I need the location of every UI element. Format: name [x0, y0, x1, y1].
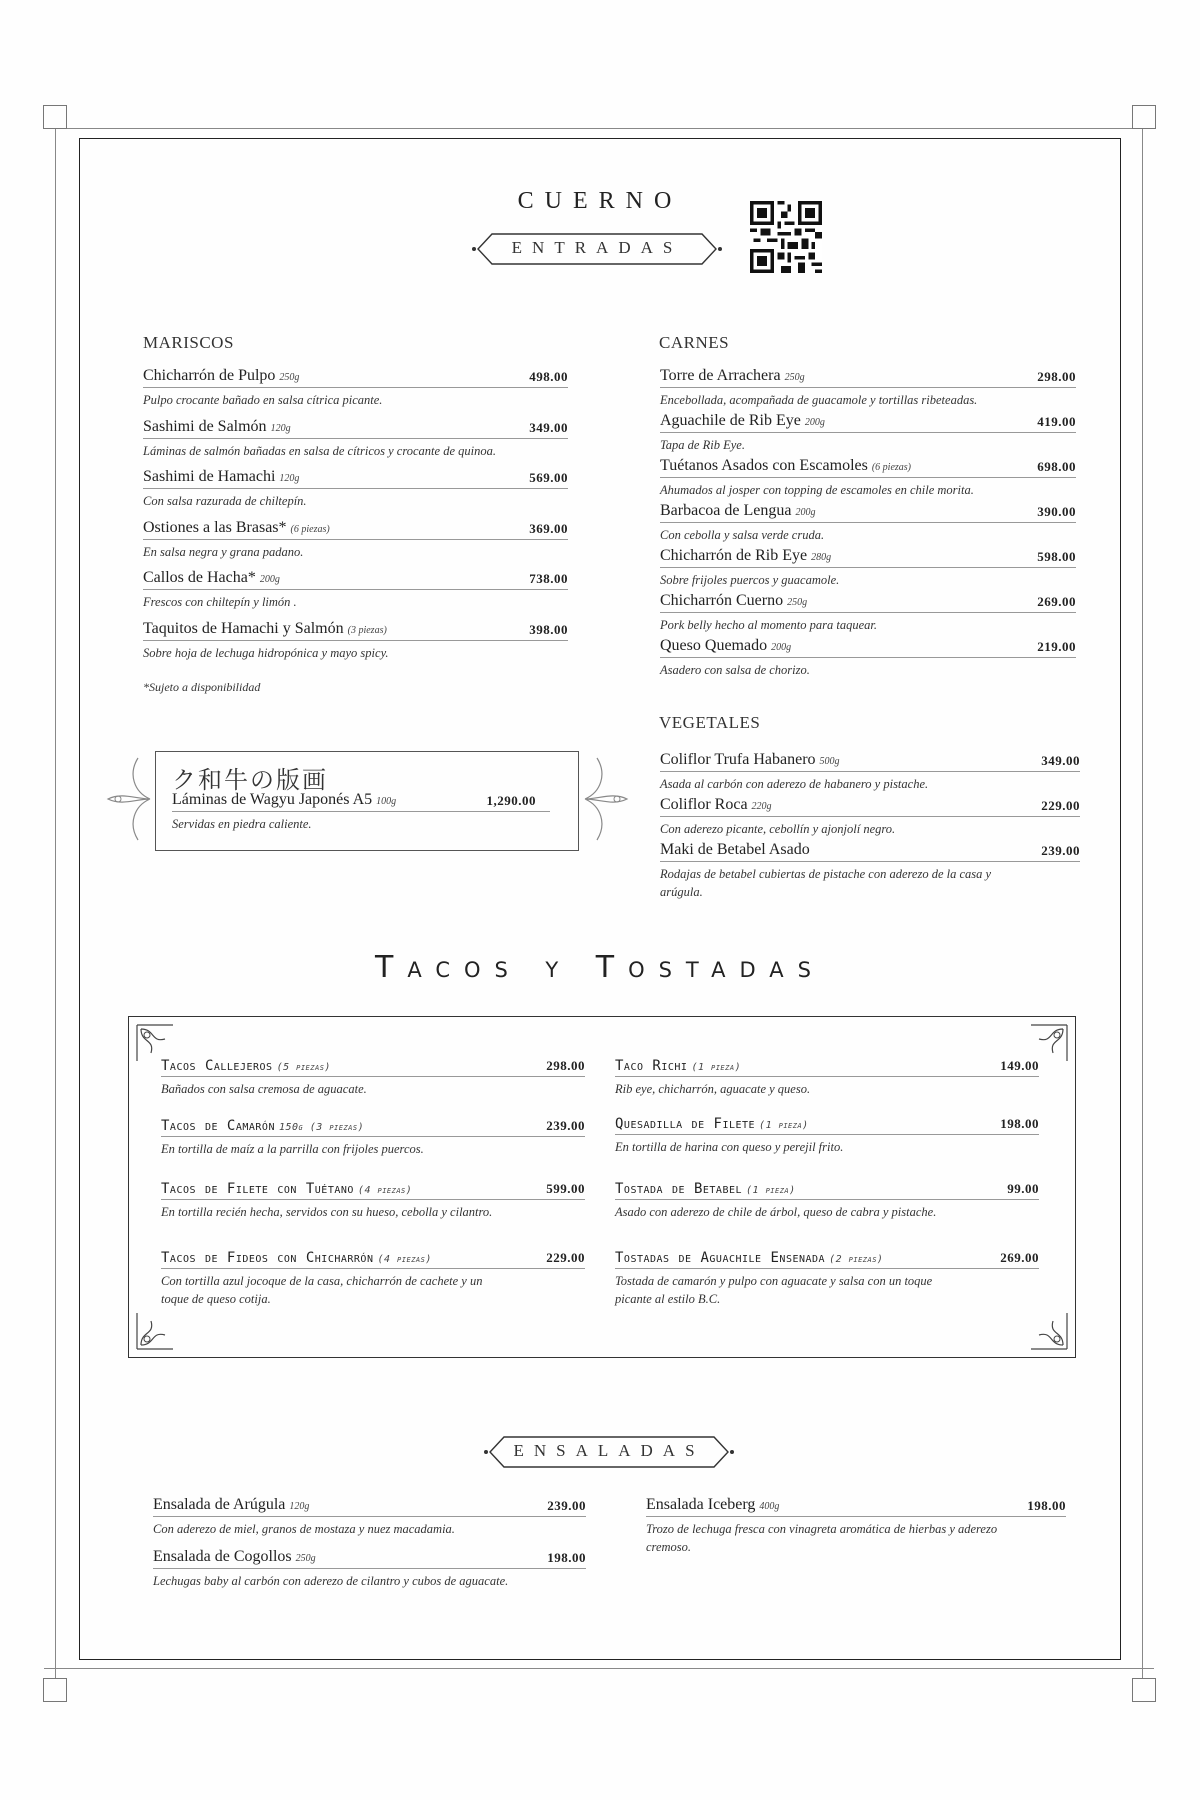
item-description: Sobre frijoles puercos y guacamole.	[660, 573, 840, 587]
item-price: 419.00	[1037, 414, 1076, 429]
item-description: Pork belly hecho al momento para taquear.	[660, 618, 877, 632]
corner-ornament-icon	[1029, 1311, 1069, 1351]
item-quantity: 280g	[811, 552, 832, 563]
item-name: Chicharrón de Rib Eye	[660, 547, 808, 564]
item-price: 269.00	[1000, 1250, 1039, 1265]
item-name: Tacos de Fideos con Chicharrón	[161, 1250, 374, 1266]
menu-item	[660, 503, 1076, 544]
menu-item	[660, 458, 1076, 499]
menu-item	[615, 1180, 1039, 1221]
item-quantity: (6 piezas)	[871, 462, 912, 473]
item-price: 298.00	[546, 1058, 585, 1073]
section-ribbon	[472, 232, 722, 266]
item-quantity: (4 piezas)	[377, 1254, 432, 1265]
item-price: 219.00	[1037, 639, 1076, 654]
right-flourish-icon	[583, 752, 631, 846]
item-description: Sobre hoja de lechuga hidropónica y mayo spicy.	[143, 645, 389, 660]
menu-item	[660, 548, 1076, 589]
menu-item	[161, 1057, 585, 1098]
crop-mark-bottom-right	[1132, 1678, 1156, 1702]
item-quantity: (1 pieza)	[691, 1062, 742, 1073]
ensaladas-ribbon	[484, 1435, 734, 1469]
item-name: Ensalada de Arúgula	[153, 1496, 286, 1513]
availability-note: *Sujeto a disponibilidad	[143, 680, 261, 694]
item-quantity: (6 piezas)	[290, 523, 330, 535]
item-quantity: 100g	[376, 796, 397, 807]
mariscos-heading: MARISCOS	[143, 333, 234, 352]
wagyu-item	[172, 792, 550, 833]
item-quantity: 200g	[804, 417, 825, 428]
item-quantity: 250g	[787, 597, 808, 608]
item-name: Tacos de Camarón	[161, 1118, 275, 1134]
item-description: Bañados con salsa cremosa de aguacate.	[161, 1082, 367, 1096]
item-name: Ensalada de Cogollos	[153, 1548, 292, 1565]
item-name: Tostada de Betabel	[615, 1181, 743, 1197]
menu-item	[660, 368, 1076, 409]
item-price: 239.00	[547, 1498, 586, 1513]
item-description: Pulpo crocante bañado en salsa cítrica picante.	[143, 393, 383, 407]
menu-item	[615, 1249, 1039, 1308]
item-description: Tostada de camarón y pulpo con aguacate y salsa con un toque picante al estilo B.C.	[615, 1274, 933, 1306]
menu-item	[161, 1249, 585, 1308]
item-name: Barbacoa de Lengua	[660, 502, 792, 519]
item-name: Coliflor Roca	[660, 796, 748, 813]
item-description: Encebollada, acompañada de guacamole y tortillas ribeteadas.	[660, 393, 978, 407]
item-name: Chicharrón Cuerno	[660, 592, 784, 609]
menu-item	[143, 469, 568, 510]
item-description: Frescos con chiltepín y limón .	[143, 595, 297, 609]
menu-item	[143, 520, 568, 561]
menu-item	[660, 638, 1076, 679]
item-quantity: 250g	[279, 372, 300, 383]
item-description: En tortilla de harina con queso y perejil frito.	[615, 1140, 844, 1154]
item-quantity: 200g	[771, 642, 792, 653]
item-price: 198.00	[547, 1550, 586, 1565]
item-name: Quesadilla de Filete	[615, 1116, 756, 1132]
item-quantity: 150g (3 piezas)	[278, 1122, 365, 1133]
item-name: Ensalada Iceberg	[646, 1496, 756, 1513]
menu-item	[153, 1549, 586, 1590]
item-name: Chicharrón de Pulpo	[143, 367, 276, 384]
item-quantity: (1 pieza)	[746, 1185, 796, 1196]
menu-item	[660, 593, 1076, 634]
item-name: Tacos de Filete con Tuétano	[161, 1181, 354, 1197]
menu-item	[161, 1180, 585, 1221]
vegetales-heading: VEGETALES	[659, 713, 761, 732]
item-quantity: (3 piezas)	[347, 624, 387, 636]
outer-frame-top	[44, 128, 1154, 129]
item-name: Sashimi de Hamachi	[143, 468, 276, 485]
item-quantity: 120g	[270, 422, 291, 434]
outer-frame-bottom	[44, 1668, 1154, 1669]
item-description: Tapa de Rib Eye.	[660, 438, 745, 452]
item-price: 738.00	[529, 571, 568, 586]
tacos-tostadas-title: Tacos y Tostadas	[375, 950, 825, 985]
item-name: Tuétanos Asados con Escamoles	[660, 457, 868, 474]
item-quantity: 200g	[259, 574, 280, 585]
menu-item	[660, 842, 1080, 901]
item-name: Torre de Arrachera	[660, 367, 781, 384]
menu-item	[153, 1497, 586, 1538]
item-price: 298.00	[1037, 369, 1076, 384]
item-price: 1,290.00	[486, 793, 536, 808]
item-price: 569.00	[529, 470, 568, 485]
item-quantity: (2 piezas)	[829, 1254, 884, 1265]
item-price: 390.00	[1037, 504, 1076, 519]
menu-item	[660, 413, 1076, 454]
item-quantity: 120g	[289, 1501, 310, 1512]
item-quantity: 120g	[279, 473, 300, 484]
item-description: Lechugas baby al carbón con aderezo de cilantro y cubos de aguacate.	[153, 1574, 509, 1588]
item-quantity: (1 pieza)	[759, 1120, 809, 1131]
item-description: Con salsa razurada de chiltepín.	[143, 494, 307, 508]
menu-item	[143, 570, 568, 611]
item-description: Trozo de lechuga fresca con vinagreta aromática de hierbas y aderezo cremoso.	[646, 1522, 998, 1554]
item-description: Con cebolla y salsa verde cruda.	[660, 528, 825, 542]
item-name: Tostadas de Aguachile Ensenada	[615, 1250, 826, 1266]
item-quantity: 400g	[759, 1501, 780, 1512]
item-price: 398.00	[529, 621, 568, 637]
item-price: 698.00	[1037, 459, 1076, 474]
corner-ornament-icon	[135, 1311, 175, 1351]
item-description: En salsa negra y grana padano.	[143, 544, 304, 559]
wagyu-special-box	[155, 751, 579, 851]
item-name: Taquitos de Hamachi y Salmón	[143, 619, 344, 637]
item-price: 229.00	[1041, 798, 1080, 813]
qr-code-icon[interactable]	[750, 201, 822, 273]
item-quantity: 250g	[784, 372, 805, 383]
menu-item	[143, 621, 568, 662]
item-description: Con aderezo de miel, granos de mostaza y nuez macadamia.	[153, 1522, 455, 1536]
item-description: Asado con aderezo de chile de árbol, queso de cabra y pistache.	[615, 1205, 937, 1219]
item-quantity: 500g	[819, 756, 840, 767]
menu-item	[660, 797, 1080, 838]
item-price: 198.00	[1000, 1116, 1039, 1131]
item-name: Taco Richi	[615, 1058, 688, 1074]
item-description: En tortilla de maíz a la parrilla con frijoles puercos.	[161, 1142, 424, 1156]
item-description: Asada al carbón con aderezo de habanero y pistache.	[660, 777, 929, 791]
item-price: 149.00	[1000, 1058, 1039, 1073]
item-description: Rodajas de betabel cubiertas de pistache con aderezo de la casa y arúgula.	[660, 867, 992, 899]
menu-item	[646, 1497, 1066, 1556]
menu-item	[143, 368, 568, 409]
crop-mark-top-right	[1132, 105, 1156, 129]
item-quantity: 220g	[751, 801, 772, 812]
crop-mark-bottom-left	[43, 1678, 67, 1702]
item-description: Servidas en piedra caliente.	[172, 817, 312, 831]
section-title: ENTRADAS	[511, 238, 683, 257]
menu-item	[660, 752, 1080, 793]
item-name: Aguachile de Rib Eye	[660, 412, 801, 429]
item-name: Tacos Callejeros	[161, 1058, 273, 1074]
outer-frame-left	[55, 105, 56, 1700]
wagyu-japanese-title: ク和牛の版画	[172, 768, 328, 794]
menu-item	[161, 1117, 585, 1158]
item-name: Maki de Betabel Asado	[660, 841, 810, 858]
item-quantity: (4 piezas)	[357, 1185, 413, 1196]
item-description: Láminas de salmón bañadas en salsa de cítricos y crocante de quinoa.	[143, 443, 496, 458]
carnes-heading: CARNES	[659, 333, 730, 352]
item-name: Ostiones a las Brasas*	[143, 518, 287, 536]
left-flourish-icon	[104, 752, 152, 846]
item-description: Rib eye, chicharrón, aguacate y queso.	[615, 1082, 811, 1096]
menu-item	[615, 1115, 1039, 1156]
item-quantity: 250g	[295, 1553, 316, 1564]
item-price: 239.00	[1041, 843, 1080, 858]
item-description: Asadero con salsa de chorizo.	[660, 663, 810, 677]
item-price: 598.00	[1037, 549, 1076, 564]
crop-mark-top-left	[43, 105, 67, 129]
item-name: Sashimi de Salmón	[143, 417, 267, 435]
item-price: 269.00	[1037, 594, 1076, 609]
item-price: 229.00	[546, 1250, 585, 1265]
item-description: Ahumados al josper con topping de escamoles en chile morita.	[660, 483, 974, 497]
item-description: En tortilla recién hecha, servidos con su hueso, cebolla y cilantro.	[161, 1205, 493, 1219]
item-price: 99.00	[1007, 1181, 1039, 1196]
item-name: Láminas de Wagyu Japonés A5	[172, 791, 373, 808]
item-name: Queso Quemado	[660, 637, 768, 654]
item-price: 349.00	[529, 419, 568, 435]
item-price: 239.00	[546, 1118, 585, 1133]
item-quantity: 200g	[795, 507, 816, 518]
item-description: Con aderezo picante, cebollín y ajonjolí negro.	[660, 822, 896, 836]
item-price: 498.00	[529, 369, 568, 384]
item-price: 198.00	[1027, 1498, 1066, 1513]
outer-frame-right	[1142, 105, 1143, 1700]
item-quantity: (5 piezas)	[276, 1062, 331, 1073]
item-price: 599.00	[546, 1181, 585, 1196]
item-name: Coliflor Trufa Habanero	[660, 751, 816, 768]
item-price: 369.00	[529, 520, 568, 536]
menu-item	[615, 1057, 1039, 1098]
menu-item	[143, 419, 568, 460]
item-description: Con tortilla azul jocoque de la casa, chicharrón de cachete y un toque de queso cotija.	[161, 1274, 483, 1306]
item-name: Callos de Hacha*	[143, 569, 256, 586]
brand-title: CUERNO	[517, 188, 683, 214]
item-price: 349.00	[1041, 753, 1080, 768]
ensaladas-heading: ENSALADAS	[513, 1441, 705, 1460]
